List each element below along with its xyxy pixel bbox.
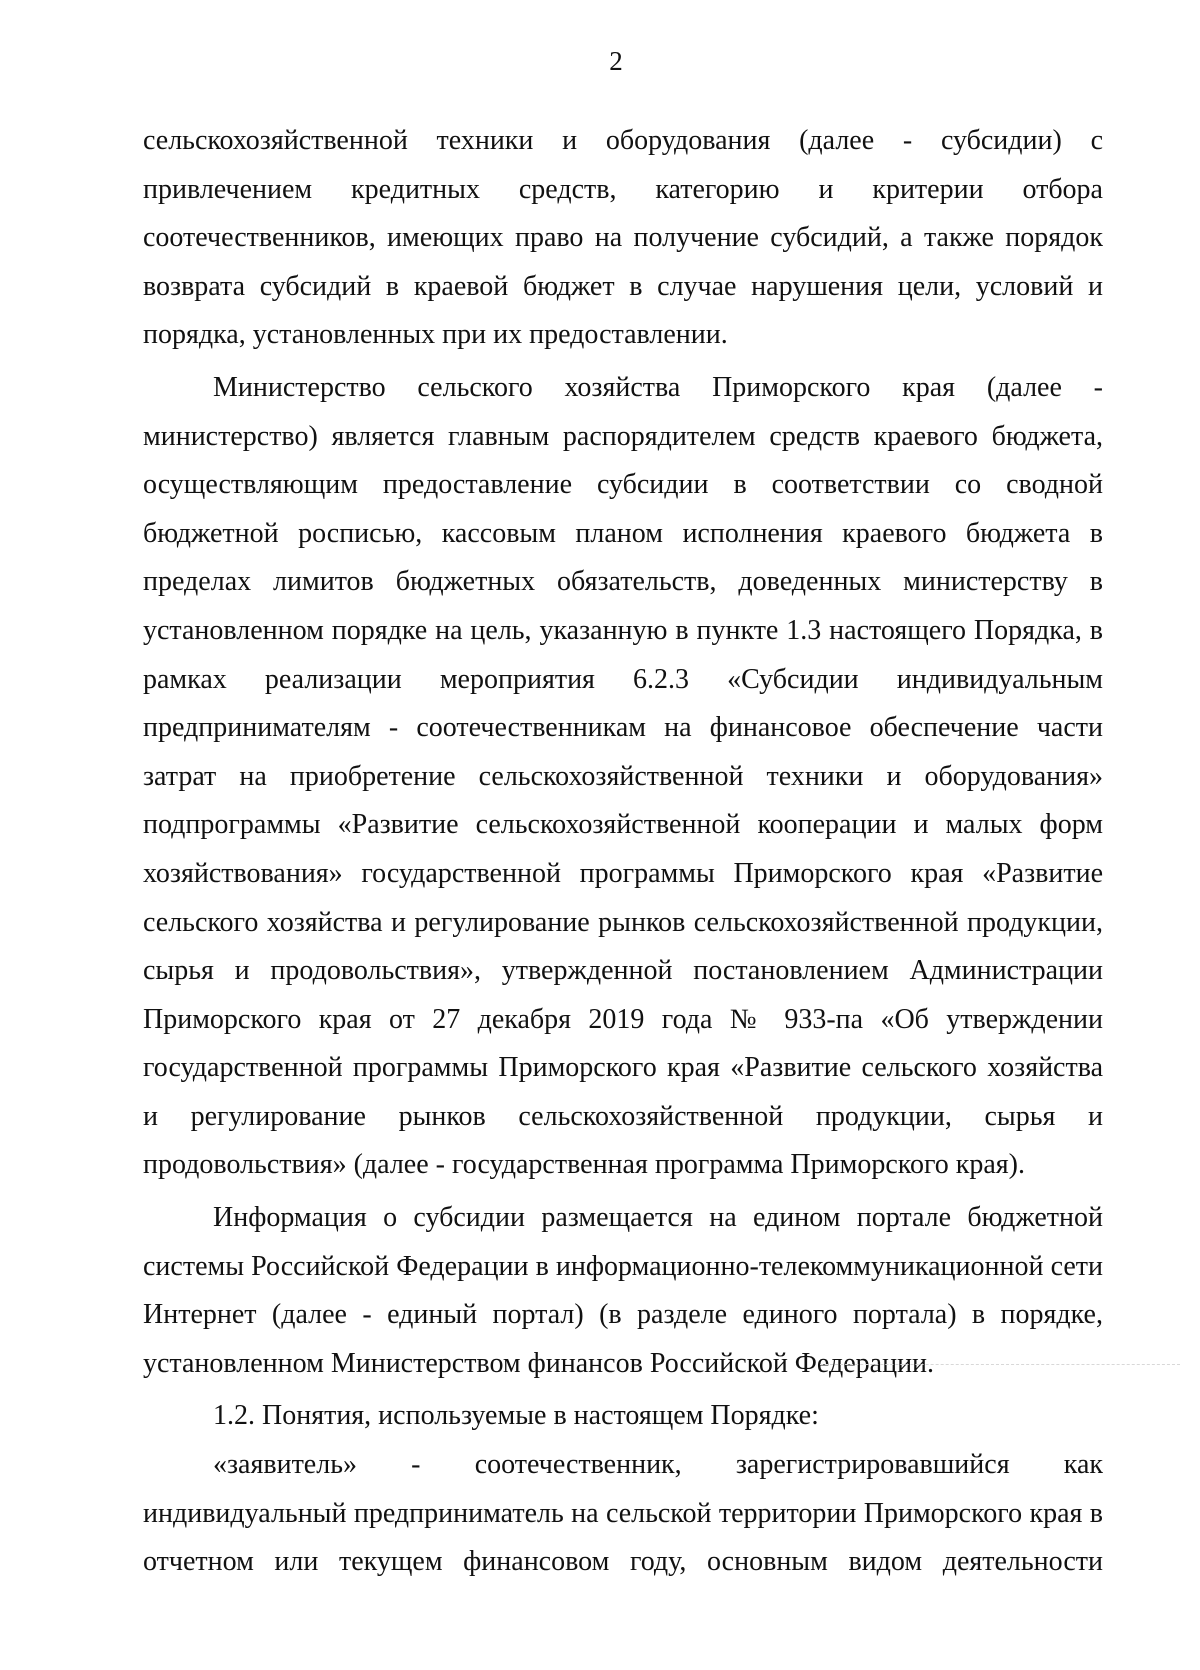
document-body — [143, 117, 1103, 1587]
section-heading-1-2: 1.2. Понятия, используемые в настоящем Порядке: — [213, 1400, 819, 1432]
scan-artifact-line — [820, 1364, 1180, 1365]
paragraph-applicant-definition: «заявитель» - соотечественник, зарегистрировавшийся как индивидуальный предприниматель на сельской территории Приморского края в отчетном или текущем финансовом году, основным видом деятельности — [143, 1449, 1103, 1578]
page-number: 2 — [609, 46, 623, 76]
paragraph-ministry: Министерство сельского хозяйства Приморского края (далее - министерство) является главным распорядителем средств краевого бюджета, осуществляющим предоставление субсидии в соответствии со сводной бюджетной росписью, кассовым планом исполнения краевого бюджета в пределах лимитов бюджетных обязательств, доведенных министерству в установленном порядке на цель, указанную в пункте 1.3 настоящего Порядка, в рамках реализации мероприятия 6.2.3 «Субсидии индивидуальным предпринимателям - соотечественникам на финансовое обеспечение части затрат на приобретение сельскохозяйственной техники и оборудования» подпрограммы «Развитие сельскохозяйственной кооперации и малых форм хозяйствования» государственной программы Приморского края «Развитие сельского хозяйства и регулирование рынков сельскохозяйственной продукции, сырья и продовольствия», утвержденной постановлением Администрации Приморского края от 27 декабря 2019 года № 933-па «Об утверждении государственной программы Приморского края «Развитие сельского хозяйства и регулирование рынков сельскохозяйственной продукции, сырья и продовольствия» (далее - государственная программа Приморского края). — [143, 371, 1103, 1181]
paragraph-subsidy-scope: сельскохозяйственной техники и оборудования (далее - субсидии) с привлечением кредитных средств, категорию и критерии отбора соотечественников, имеющих право на получение субсидий, а также порядок возврата субсидий в краевой бюджет в случае нарушения цели, условий и порядка, установленных при их предоставлении. — [143, 125, 1103, 351]
paragraph-portal-info: Информация о субсидии размещается на едином портале бюджетной системы Российской Федерации в информационно-телекоммуникационной сети Интернет (далее - единый портал) (в разделе единого портала) в порядке, установленном Министерством финансов Российской Федерации. — [143, 1202, 1103, 1379]
